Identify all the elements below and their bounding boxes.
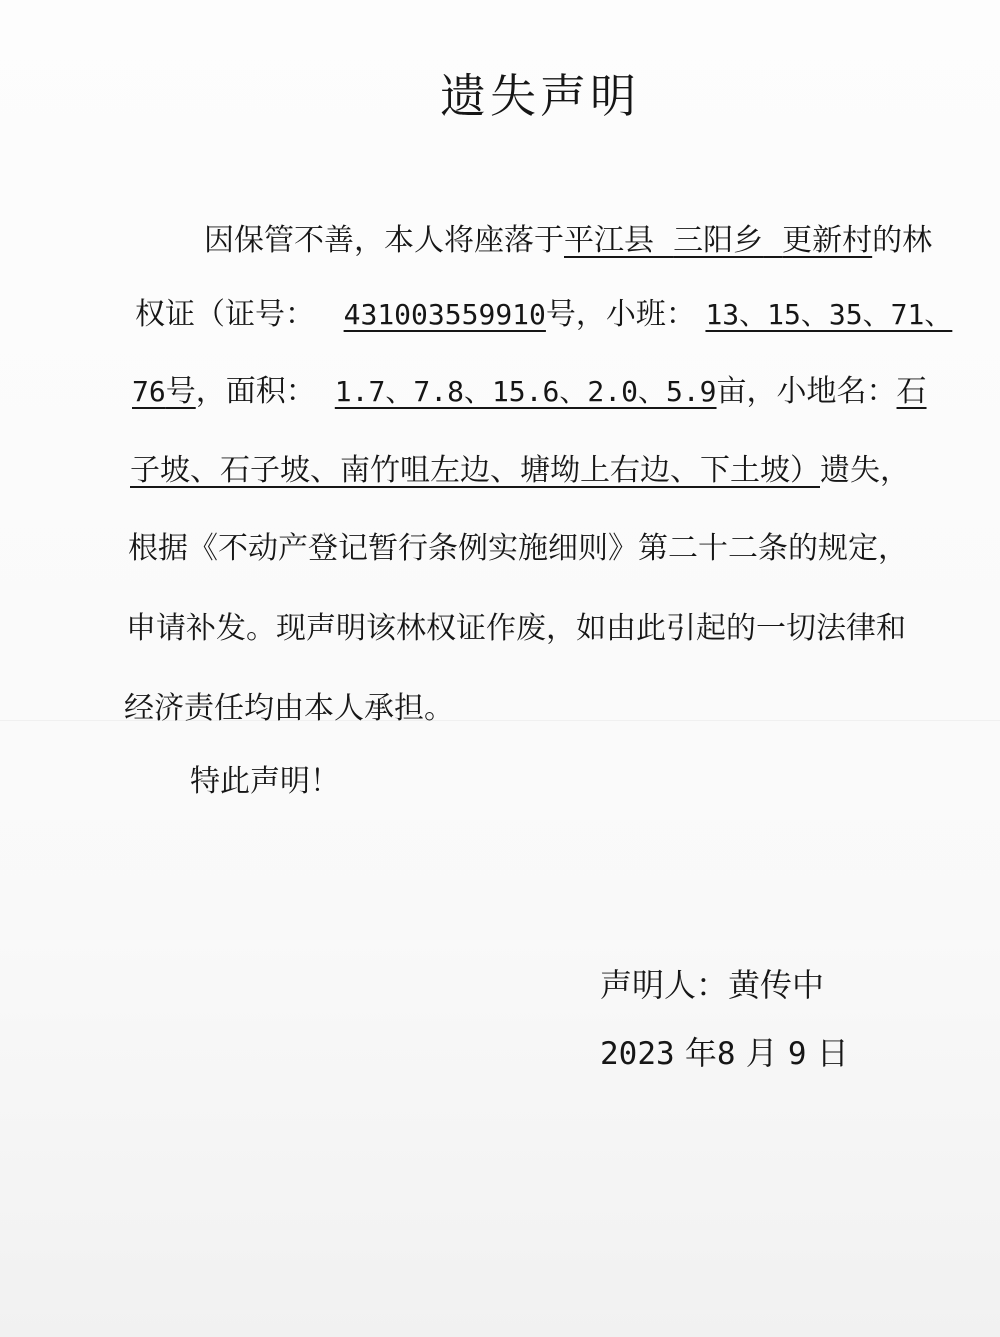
date-day: 9 [787, 1036, 807, 1072]
document-title: 遗失声明 [440, 69, 640, 123]
area-label: ，面积： [195, 374, 316, 409]
date-day-char: 日 [816, 1034, 849, 1072]
paragraph-line-2 [135, 290, 952, 340]
county-field [564, 223, 872, 258]
paragraph-line-3 [132, 367, 927, 417]
document-date [600, 1028, 849, 1079]
village-text: 更新村 [782, 223, 873, 258]
date-month: 8 [716, 1036, 736, 1072]
place-name-start: 石 [896, 374, 927, 409]
paragraph-line-7: 经济责任均由本人承担。 [124, 691, 454, 726]
declarant-label: 声明人： [600, 966, 729, 1004]
place-names: 子坡、石子坡、南竹咀左边、塘坳上右边、下土坡） [130, 453, 820, 488]
closing-statement: 特此声明！ [190, 764, 340, 799]
line4-suffix: 遗失， [820, 453, 910, 488]
area-values: 1.7、7.8、15.6、2.0、5.9 [334, 375, 717, 408]
county-text: 平江县 [564, 223, 654, 258]
paragraph-line-6: 申请补发。现声明该林权证作废，如由此引起的一切法律和 [126, 611, 906, 646]
line2-hao: 号，小班： [545, 297, 696, 332]
declarant-name: 黄传中 [728, 966, 825, 1004]
plot-numbers-end: 76 [132, 375, 166, 408]
area-unit: 亩，小地名： [716, 374, 897, 409]
paragraph-line-5: 根据《不动产登记暂行条例实施细则》第二十二条的规定， [128, 531, 908, 566]
date-month-char: 月 [745, 1034, 778, 1072]
line2-prefix: 权证（证号： [135, 297, 315, 332]
township-text: 三阳乡 [673, 223, 764, 258]
line1-suffix: 的林 [872, 223, 933, 258]
declarant-signature [600, 960, 824, 1010]
plot-hao: 号 [165, 374, 196, 409]
certificate-number: 431003559910 [343, 298, 546, 331]
paragraph-line-1 [204, 216, 932, 266]
date-year-char: 年 [684, 1034, 717, 1072]
date-year: 2023 [600, 1036, 675, 1072]
line1-prefix: 因保管不善，本人将座落于 [204, 223, 564, 258]
paragraph-line-4 [130, 446, 910, 496]
plot-numbers: 13、15、35、71、 [705, 298, 953, 331]
